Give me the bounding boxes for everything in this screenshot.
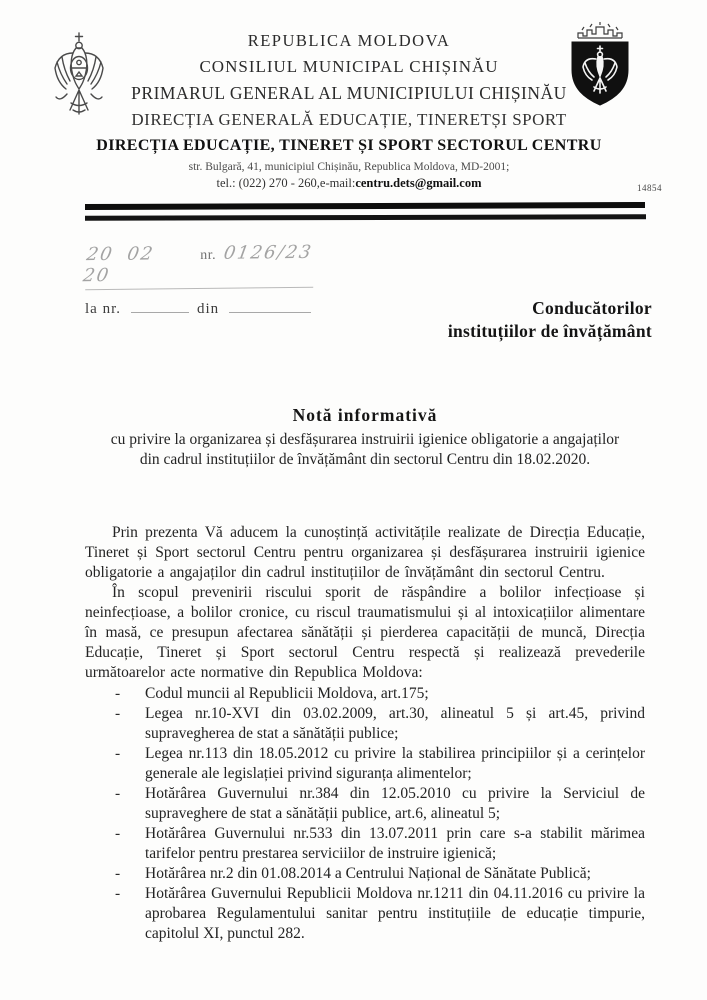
nr-label: nr.: [200, 247, 217, 263]
list-item: [85, 744, 645, 784]
dash-marker: -: [115, 785, 121, 802]
list-item: [85, 864, 645, 884]
header-rule-bottom: [85, 214, 646, 220]
dash-marker: -: [115, 745, 121, 762]
dash-marker: -: [115, 865, 121, 882]
dash-marker: -: [115, 885, 121, 902]
addressee-block: [448, 297, 652, 343]
document-subtitle: cu privire la organizarea și desfășurarea instruirii igienice obligatorie a angajaților din cadrul instituțiilor de învățământ din sectorul Centru din 18.02.2020.: [110, 431, 620, 468]
list-item: [85, 684, 645, 704]
list-item-text: Hotărârea Guvernului nr.384 din 12.05.2010 cu privire la Serviciul de supraveghere de stat a sănătății publice, art.6, alineatul 5;: [145, 785, 645, 822]
din-label: din: [197, 301, 220, 317]
addressee-line2: instituțiilor de învățământ: [447, 321, 652, 341]
dash-marker: -: [115, 685, 121, 702]
letterhead-country: REPUBLICA MOLDOVA: [247, 31, 451, 50]
letterhead-directorate: DIRECȚIA EDUCAȚIE, TINERET ȘI SPORT SECTORUL CENTRU: [96, 137, 602, 154]
letterhead-phone: tel.: (022) 270 - 260,e-mail:: [216, 176, 356, 190]
handwritten-date: 20 02 20: [81, 243, 156, 287]
list-item: [85, 784, 645, 824]
paragraph: În scopul prevenirii riscului sporit de răspândire a bolilor infecțioase și neinfecțioase, a bolilor cronice, cu riscul traumatismului și al intoxicațiilor alimentare în masă, ce presupun afectarea sănătății și pierderea capacității de muncă, Direcția Educație, Tineret și Sport sectorul Centru respectă și realizează prevederile următoarelor acte normative din Republica Moldova:: [85, 584, 645, 681]
body-text: [85, 523, 645, 944]
list-item-text: Hotărârea Guvernului Republicii Moldova nr.1211 din 04.11.2016 cu privire la aprobarea Regulamentului sanitar pentru instituțiile de educație timpurie, capitolul XI, punctul 282.: [145, 885, 645, 942]
registry-number: 14854: [637, 183, 662, 193]
list-item-text: Legea nr.113 din 18.05.2012 cu privire la stabilirea principiilor și a cerințelor generale ale legislației privind siguranța alimentelor;: [145, 745, 645, 782]
title-block: [85, 405, 645, 470]
reference-block: [81, 241, 385, 318]
list-item-text: Hotărârea nr.2 din 01.08.2014 a Centrului Național de Sănătate Publică;: [145, 865, 591, 882]
header-rule-top: [85, 202, 645, 210]
letterhead-address: str. Bulgară, 41, municipiul Chișinău, Republica Moldova, MD-2001;: [188, 161, 510, 173]
la-nr-label: la nr.: [85, 301, 121, 317]
letterhead: [24, 28, 674, 191]
list-item: [85, 824, 645, 864]
letterhead-council: CONSILIUL MUNICIPAL CHIȘINĂU: [199, 57, 499, 76]
outgoing-reference-line: [81, 241, 315, 290]
list-item: [85, 704, 645, 744]
letterhead-general-directorate: DIRECȚIA GENERALĂ EDUCAȚIE, TINERETȘI SPORT: [131, 110, 567, 129]
list-item-text: Codul muncii al Republicii Moldova, art.175;: [145, 685, 429, 702]
addressee-line1: Conducătorilor: [532, 298, 652, 318]
list-item-text: Hotărârea Guvernului nr.533 din 13.07.2011 prin care s-a stabilit mărimea tarifelor pentru prestarea serviciilor de instruire igienică;: [145, 825, 645, 862]
incoming-reference-line: [85, 301, 385, 318]
letterhead-contact: [24, 175, 674, 191]
dash-marker: -: [115, 825, 121, 842]
din-blank: [229, 302, 311, 313]
normative-acts-list: [85, 684, 645, 944]
la-nr-blank: [131, 302, 189, 313]
handwritten-number: 0126/23: [222, 241, 315, 264]
list-item: [85, 884, 645, 944]
document-title: Notă informativă: [292, 405, 438, 425]
letterhead-mayor: PRIMARUL GENERAL AL MUNICIPIULUI CHIȘINĂU: [131, 83, 567, 103]
dash-marker: -: [115, 705, 121, 722]
letterhead-email: centru.dets@gmail.com: [355, 176, 482, 190]
list-item-text: Legea nr.10-XVI din 03.02.2009, art.30, alineatul 5 și art.45, privind supravegherea de stat a sănătății publice;: [145, 705, 645, 742]
paragraph: Prin prezenta Vă aducem la cunoștință activitățile realizate de Direcția Educație, Tineret și Sport sectorul Centru pentru organizarea și desfășurarea instruirii igienice obligatorie a angajaților din cadrul instituțiilor de învățământ din sectorul Centru.: [85, 524, 645, 581]
